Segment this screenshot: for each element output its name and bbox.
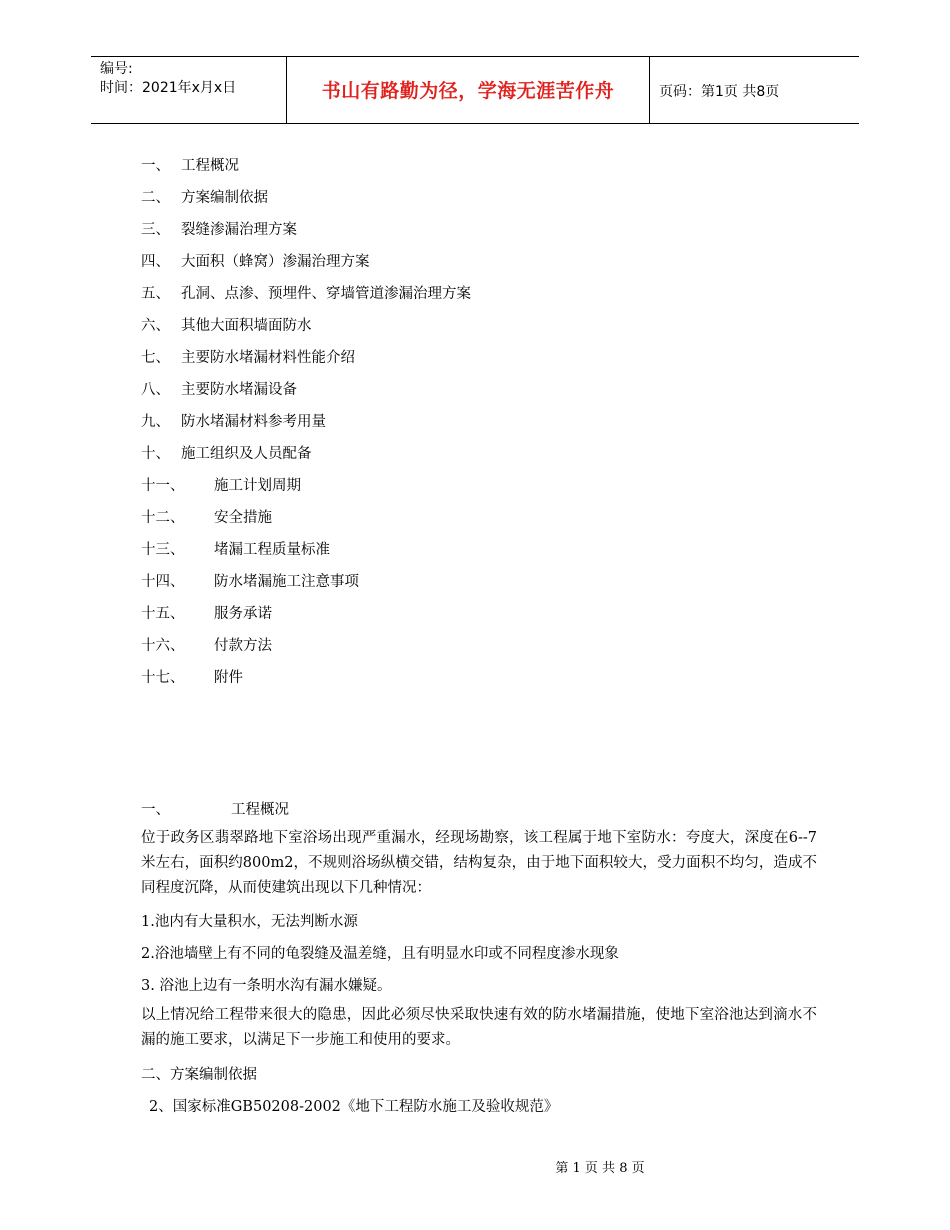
section-heading: 二、方案编制依据 [141,1067,257,1083]
page-header [91,56,859,124]
toc-item-number: 一、 [141,158,170,174]
paragraph-conclusion: 以上情况给工程带来很大的隐患，因此必须尽快采取快速有效的防水堵漏措施，使地下室浴池达到滴水不漏的施工要求，以满足下一步施工和使用的要求。 [141,1007,817,1048]
toc-item-number: 十、 [141,446,170,462]
toc-item-label: 裂缝渗漏治理方案 [181,222,297,238]
toc-item-label: 施工组织及人员配备 [181,446,312,462]
toc-item-number: 十六、 [141,638,185,654]
toc-item-label: 其他大面积墙面防水 [181,318,312,334]
toc-item-label: 服务承诺 [214,606,272,622]
toc-item-label: 主要防水堵漏设备 [181,382,297,398]
toc-item-label: 孔洞、点渗、预埋件、穿墙管道渗漏治理方案 [181,286,471,302]
header-meta [100,60,290,98]
toc-item-number: 九、 [141,414,170,430]
list-item: 1.池内有大量积水，无法判断水源 [141,914,358,930]
list-item: 2、国家标准GB50208-2002《地下工程防水施工及验收规范》 [149,1099,559,1115]
toc-item-number: 二、 [141,190,170,206]
list-item: 2.浴池墙壁上有不同的龟裂缝及温差缝，且有明显水印或不同程度渗水现象 [141,946,619,962]
toc-item-number: 四、 [141,254,170,270]
toc-item-label: 施工计划周期 [214,478,301,494]
toc-item-label: 大面积（蜂窝）渗漏治理方案 [181,254,370,270]
toc-item-label: 工程概况 [181,158,239,174]
toc-item-number: 三、 [141,222,170,238]
toc-item-label: 付款方法 [214,638,272,654]
page-footer: 第 1 页 共 8 页 [555,1161,645,1176]
toc-item-label: 安全措施 [214,510,272,526]
toc-item-number: 十五、 [141,606,185,622]
toc-item-number: 十七、 [141,670,185,686]
toc-item-label: 防水堵漏材料参考用量 [181,414,326,430]
toc-item-label: 主要防水堵漏材料性能介绍 [181,350,355,366]
toc-item-number: 七、 [141,350,170,366]
document-number-label: 编号: [100,61,133,77]
toc-item-label: 防水堵漏施工注意事项 [214,574,359,590]
toc-item-label: 附件 [214,670,243,686]
document-time: 时间：2021年x月x日 [100,80,237,96]
toc-item-number: 六、 [141,318,170,334]
toc-item-label: 方案编制依据 [181,190,268,206]
toc-item-number: 十三、 [141,542,185,558]
section-heading-number: 一、 [141,802,170,818]
toc-item-number: 五、 [141,286,170,302]
toc-item-number: 十一、 [141,478,185,494]
toc-item-number: 十四、 [141,574,185,590]
toc-item-label: 堵漏工程质量标准 [214,542,330,558]
header-motto: 书山有路勤为径，学海无涯苦作舟 [321,80,615,102]
toc-item-number: 八、 [141,382,170,398]
section-heading-title: 工程概况 [231,802,289,818]
toc-item-number: 十二、 [141,510,185,526]
header-divider [649,57,650,123]
list-item: 3. 浴池上边有一条明水沟有漏水嫌疑。 [141,978,392,994]
paragraph-intro: 位于政务区翡翠路地下室浴场出现严重漏水，经现场勘察，该工程属于地下室防水：夸度大，深度在6--7米左右，面积约800m2，不规则浴场纵横交错，结构复杂，由于地下面积较大，受力面积不均匀，造成不同程度沉降，从而使建筑出现以下几种情况： [141,830,817,896]
header-page-info: 页码：第1页 共8页 [659,84,780,100]
